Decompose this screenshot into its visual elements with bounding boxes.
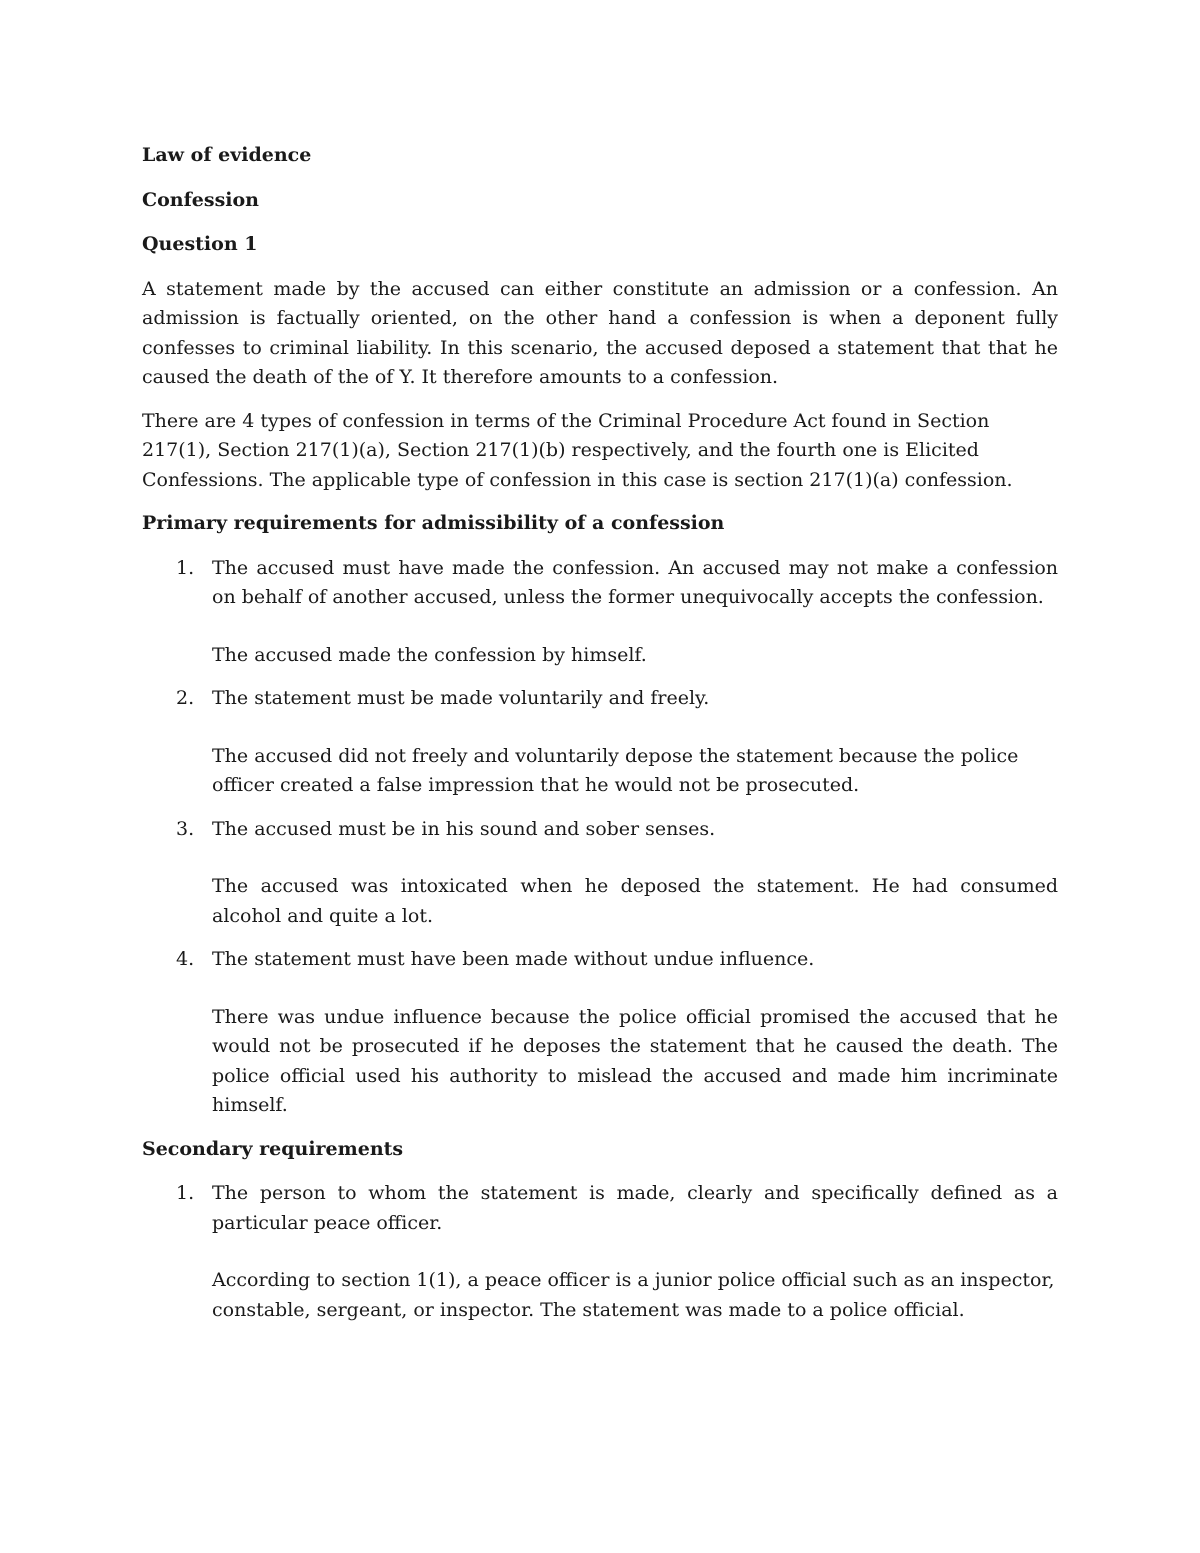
list-item: [142, 684, 1058, 801]
list-item-note: According to section 1(1), a peace officer is a junior police official such as an inspector, constable, sergeant, or inspector. The statement was made to a police official.: [212, 1269, 1055, 1321]
list-item-number: 3.: [176, 817, 195, 840]
list-item-text: The statement must have been made without undue influence.: [212, 948, 815, 970]
list-item-note: The accused did not freely and voluntarily depose the statement because the police officer created a false impression that he would not be prosecuted.: [212, 744, 1019, 796]
list-item-note: There was undue influence because the police official promised the accused that he would not be prosecuted if he deposes the statement that he caused the death. The police official used his authority to mislead the accused and made him incriminate himself.: [212, 1005, 1058, 1116]
document-title: Law of evidence: [142, 144, 312, 166]
list-item: [142, 554, 1058, 671]
list-item-note: The accused was intoxicated when he deposed the statement. He had consumed alcohol and quite a lot.: [212, 875, 1058, 927]
list-item: [142, 1179, 1058, 1325]
intro-paragraph: A statement made by the accused can either constitute an admission or a confession. An admission is factually oriented, on the other hand a confession is when a deponent fully confesses to criminal liability. In this scenario, the accused deposed a statement that that he caused the death of the of Y. It therefore amounts to a confession.: [142, 277, 1058, 388]
list-item: [142, 815, 1058, 932]
list-item-number: 2.: [176, 687, 195, 709]
secondary-requirements-heading: Secondary requirements: [142, 1137, 404, 1160]
document-page: [142, 141, 1058, 1339]
list-item-text: The statement must be made voluntarily and freely.: [212, 687, 710, 709]
document-subtitle: Confession: [142, 188, 259, 211]
list-item-number: 1.: [176, 1182, 195, 1204]
secondary-requirements-list: [142, 1179, 1058, 1325]
question-heading: Question 1: [142, 233, 258, 255]
list-item-text: The accused must have made the confession. An accused may not make a confession on behalf of another accused, unless the former unequivocally accepts the confession.: [212, 556, 1058, 608]
list-item-text: The accused must be in his sound and sober senses.: [212, 817, 716, 840]
list-item-note: The accused made the confession by himself.: [212, 643, 647, 666]
list-item: [142, 945, 1058, 1121]
list-item-number: 4.: [176, 948, 195, 970]
intro-paragraph: There are 4 types of confession in terms of the Criminal Procedure Act found in Section 217(1), Section 217(1)(a), Section 217(1)(b) respectively, and the fourth one is Elicited Confessions. The applicable type of confession in this case is section 217(1)(a) confession.: [142, 409, 1013, 491]
list-item-number: 1.: [176, 556, 195, 579]
primary-requirements-heading: Primary requirements for admissibility of a confession: [142, 512, 725, 534]
primary-requirements-list: [142, 554, 1058, 1121]
list-item-text: The person to whom the statement is made, clearly and specifically defined as a particular peace officer.: [212, 1182, 1058, 1234]
